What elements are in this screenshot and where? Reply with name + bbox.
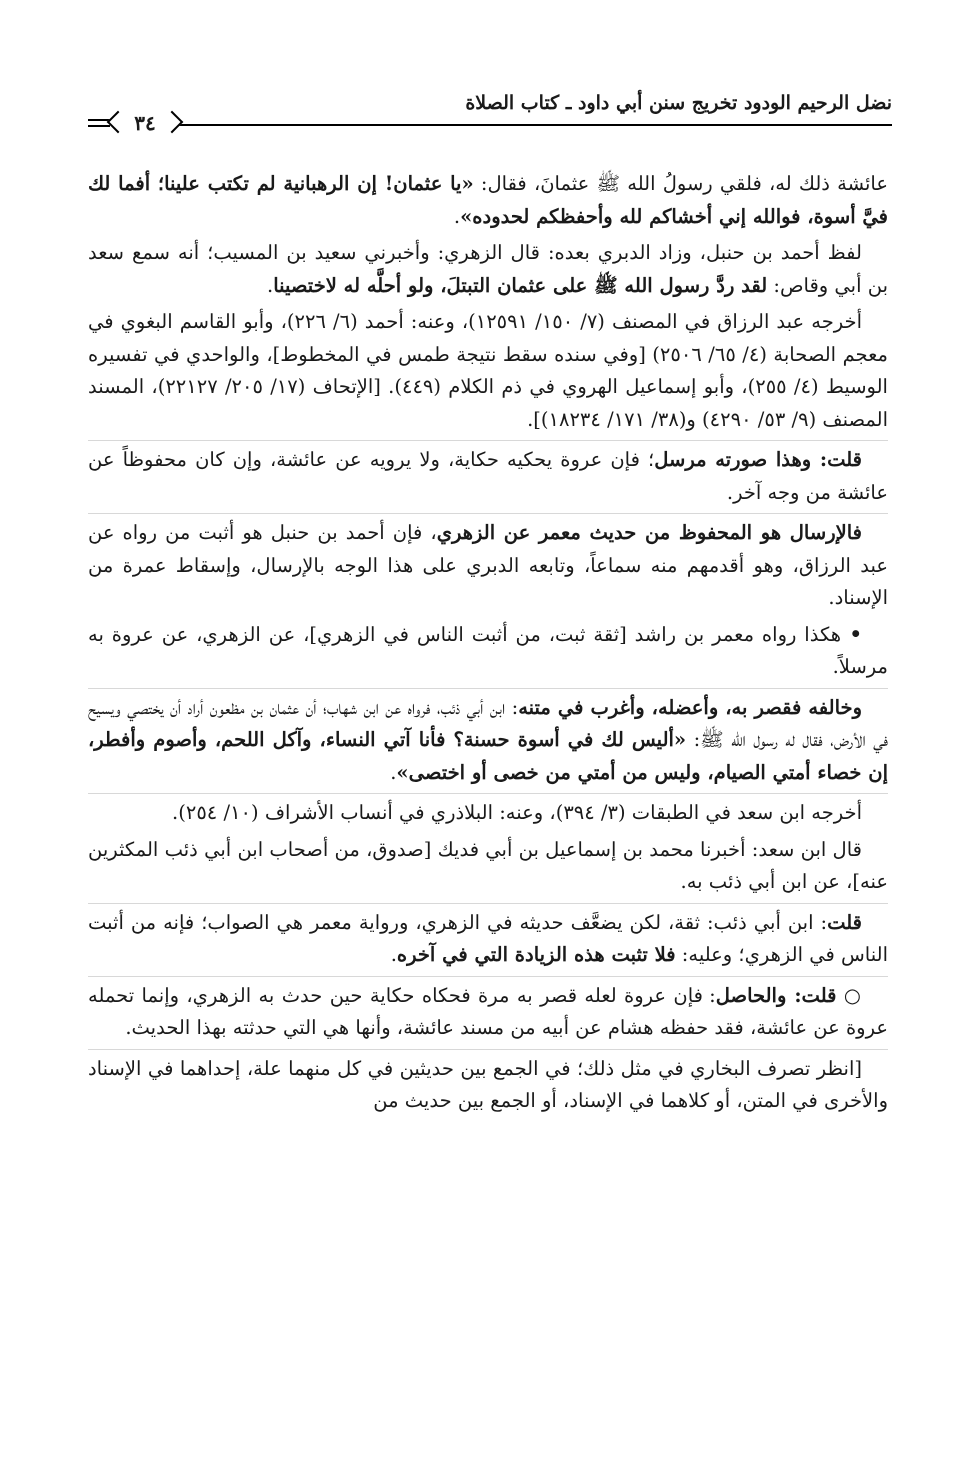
bold-text-run: فلا تثبت هذه الزيادة التي في آخره — [396, 943, 676, 966]
bold-text-run: «أليس لك في أسوة حسنة؟ فأنا آتي النساء، وآكل اللحم، وأصوم وأفطر، إن خصاء أمتي الصيام، وليس من أمتي من خصى أو اختصى» — [88, 728, 888, 784]
text-run: أخرجه ابن سعد في الطبقات (٣/ ٣٩٤)، وعنه: البلاذري في أنساب الأشراف (١٠/ ٢٥٤). — [172, 801, 862, 824]
bold-text-run: • — [841, 622, 862, 646]
page-number: ٣٤ — [114, 108, 176, 138]
text-run: . — [390, 760, 397, 784]
text-run: . — [266, 273, 274, 297]
text-run: . — [390, 943, 397, 966]
text-run: : ابن أبي ذئب، فرواه عن ابن شهاب؛ أن عثمان بن مظعون أراد أن يختصي ويسيح في الأرض، فقال له رسول الله ﷺ: — [88, 695, 889, 751]
header-rule — [178, 124, 892, 126]
text-run: : ابن أبي ذئب: ثقة، لكن يضعَّف حديثه في الزهري، ورواية معمر هي الصواب؛ فإنه من أثبت الناس في الزهري؛ وعليه: — [88, 910, 888, 966]
text-run: ○ — [836, 983, 862, 1007]
bold-text-run: قلت: وهذا صورته مرسل — [654, 448, 862, 471]
text-run: [انظر تصرف البخاري في مثل ذلك؛ في الجمع بين حديثين في كل منهما علة، إحداهما في الإسناد والأخرى في المتن، أو كلاهما في الإسناد، أو الجمع بين حديث من — [88, 1056, 888, 1112]
paragraph — [88, 306, 888, 436]
paragraph — [88, 688, 888, 790]
bold-text-run: «يا عثمان! إن الرهبانية لم تكتب علينا؛ أفما لك فيَّ أسوة، فوالله إني أخشاكم لله وأحفظكم لحدوده» — [88, 172, 888, 228]
paragraph — [88, 793, 888, 830]
paragraph — [88, 168, 888, 233]
paragraph — [88, 513, 888, 615]
paragraph — [88, 440, 888, 509]
text-run: عائشة ذلك له، فلقي رسولُ الله ﷺ عثمانَ، فقال: — [473, 172, 888, 195]
paragraph — [88, 976, 888, 1045]
text-run: : فإن عروة لعله قصر به مرة فحكاه حكاية حين حدث به الزهري، وإنما تحمله عروة عن عائشة، فقد حفظه هشام عن أبيه من مسند عائشة، وأنها هي التي حدثته بهذا الحديث. — [88, 983, 888, 1039]
header-rule-left-bottom — [88, 125, 110, 127]
running-header — [88, 92, 892, 138]
text-run: هكذا رواه معمر بن راشد [ثقة ثبت، من أثبت الناس في الزهري]، عن الزهري، عن عروة به مرسلاً. — [88, 622, 888, 678]
header-title: نضل الرحيم الودود تخريج سنن أبي داود ـ كتاب الصلاة — [465, 92, 892, 114]
paragraph — [88, 834, 888, 899]
text-run: لفظ أحمد بن حنبل، وزاد الدبري بعده: قال الزهري: وأخبرني سعيد بن المسيب؛ أنه سمع سعد بن أبي وقاص: — [88, 241, 888, 297]
page-body — [88, 168, 888, 1122]
bold-text-run: فالإرسال هو المحفوظ من حديث معمر عن الزهري — [436, 521, 862, 544]
bold-text-run: قلت — [827, 910, 862, 934]
bold-text-run: قلت: والحاصل — [715, 983, 837, 1007]
text-run: . — [453, 204, 461, 228]
paragraph — [88, 903, 888, 972]
text-run: ؛ فإن عروة يحكيه حكاية، ولا يرويه عن عائشة، وإن كان محفوظاً عن عائشة من وجه آخر. — [88, 448, 888, 504]
text-run: أخرجه عبد الرزاق في المصنف (٧/ ١٥٠/ ١٢٥٩١)، وعنه: أحمد (٦/ ٢٢٦)، وأبو القاسم البغوي في معجم الصحابة (٤/ ٦٥/ ٢٥٠٦) [وفي سنده سقط نتيجة طمس في المخطوط]، والواحدي في تفسيره الوسيط (٤/ ٢٥٥)، وأبو إسماعيل الهروي في ذم الكلام (٤٤٩). [الإتحاف (١٧/ ٢٠٥/ ٢٢١٢٧)، المسند المصنف (٩/ ٥٣/ ٤٢٩٠) و(٣٨/ ١٧١/ ١٨٢٣٤)]. — [88, 310, 888, 431]
bold-text-run: لقد ردَّ رسول الله ﷺ على عثمان التبتلَ، ولو أحلَّه له لاختصينا — [273, 273, 768, 297]
bold-text-run: وخالفه فقصر به، وأعضله، وأغرب في متنه — [518, 695, 862, 719]
text-run: ، فإن أحمد بن حنبل هو أثبت من رواه عن عبد الرزاق، وهو أقدمهم منه سماعاً، وتابعه الدبري على هذا الوجه بالإرسال، وإسقاط عمرة من الإسناد. — [88, 521, 888, 609]
paragraph — [88, 1049, 888, 1118]
text-run: قال ابن سعد: أخبرنا محمد بن إسماعيل بن أبي فديك [صدوق، من أصحاب ابن أبي ذئب المكثرين عنه]، عن ابن أبي ذئب به. — [88, 837, 888, 893]
paragraph — [88, 619, 888, 684]
paragraph — [88, 237, 888, 302]
